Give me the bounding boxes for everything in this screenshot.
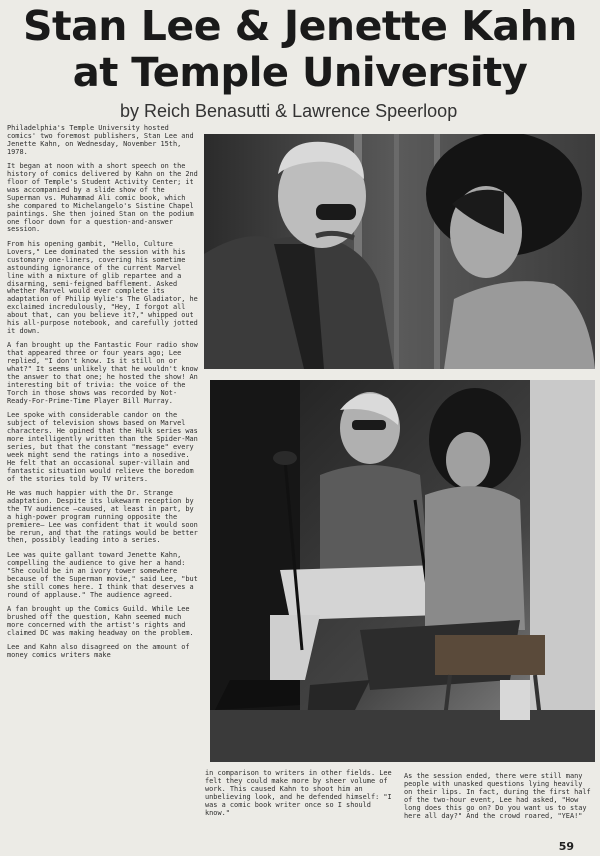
paragraph: in comparison to writers in other fields. Lee felt they could make more by sheer volume of work. This caused Kahn to shoot him an unbelieving look, and he defended himself: "I was a comic book writer once so I should know." [205,769,392,817]
photo-2-illustration [210,380,595,762]
paragraph: Lee was quite gallant toward Jenette Kahn, compelling the audience to give her a hand: "She could be in an ivory tower somewhere because of the Superman movie," said Lee, "but she still comes here. I think that deserves a round of applause." The audience agreed. [7,550,198,599]
article-column-3 [404,773,592,827]
paragraph: Lee and Kahn also disagreed on the amount of money comics writers make [7,643,190,660]
paragraph: A fan brought up the Comics Guild. While Lee brushed off the question, Kahn seemed much more concerned with the artist's rights and claimed DC was making headway on the problem. [7,605,194,637]
paragraph: A fan brought up the Fantastic Four radio show that appeared three or four years ago; Lee replied, "I don't know. Is it still on or what?" It seems unlikely that he wouldn't know the answer to that one; he hosted the show! An interesting bit of trivia: the voice of the Torch in those shows was recorded by Not-Ready-For-Prime-Time Player Bill Murray. [7,341,198,405]
paragraph: From his opening gambit, "Hello, Culture Lovers," Lee dominated the session with his customary one-liners, covering his sometime astounding ignorance of the current Marvel line with a mixture of glib repartee and a disarming, semi-feigned bafflement. Asked whether Marvel would ever complete its adaptation of Philip Wylie's The Gladiator, he exclaimed incredulously, "Hey, I forgot all about that, can you believe it?," whipped out his all-purpose notebook, and carefully jotted it down. [7,239,198,335]
paragraph: Lee spoke with considerable candor on the subject of television shows based on Marvel characters. He opined that the Hulk series was more intelligently written than the Spider-Man series, but that the constant "message" every week might send the ratings into a nosedive. He felt that an occasional super-villain and fantastic situation would relieve the boredom of the stories told by TV writers. [7,411,198,483]
photo-stan-lee-and-jenette-kahn-closeup [204,134,595,369]
photo-stan-lee-and-jenette-kahn-on-stage [210,380,595,762]
headline-line-2: at Temple University [72,50,528,96]
paragraph: As the session ended, there were still many people with unasked questions lying heavily on their lips. In fact, during the first half of the two-hour event, Lee had asked, "How long does this go on? Do you want us to stay here all day?" And the crowd roared, "YEA!" [404,772,591,820]
paragraph: Philadelphia's Temple University hosted comics' two foremost publishers, Stan Lee and Jenette Kahn, on Wednesday, November 15th, 1978. [7,124,194,156]
headline-line-1: Stan Lee & Jenette Kahn [23,2,577,50]
page-number: 59 [558,840,574,853]
paragraph: He was much happier with the Dr. Strange adaptation. Despite its lukewarm reception by the TV audience —caused, at least in part, by a high-power program running opposite the premiere— Lee was confident that it would soon be rerun, and that the ratings would be better then, possibly leading into a series. [7,489,198,545]
byline: by Reich Benasutti & Lawrence Speerloop [120,101,458,121]
article-column-2 [205,770,395,824]
paragraph: It began at noon with a short speech on the history of comics delivered by Kahn on the 2nd floor of Temple's Student Activity Center; it was accompanied by a slide show of the Superman vs. Muhammad Ali comic book, which she compared to Michelangelo's Sistine Chapel paintings. She then joined Stan on the podium one floor down for a question-and-answer session. [7,162,198,234]
photo-1-illustration [204,134,595,369]
article-column-1 [7,125,200,667]
